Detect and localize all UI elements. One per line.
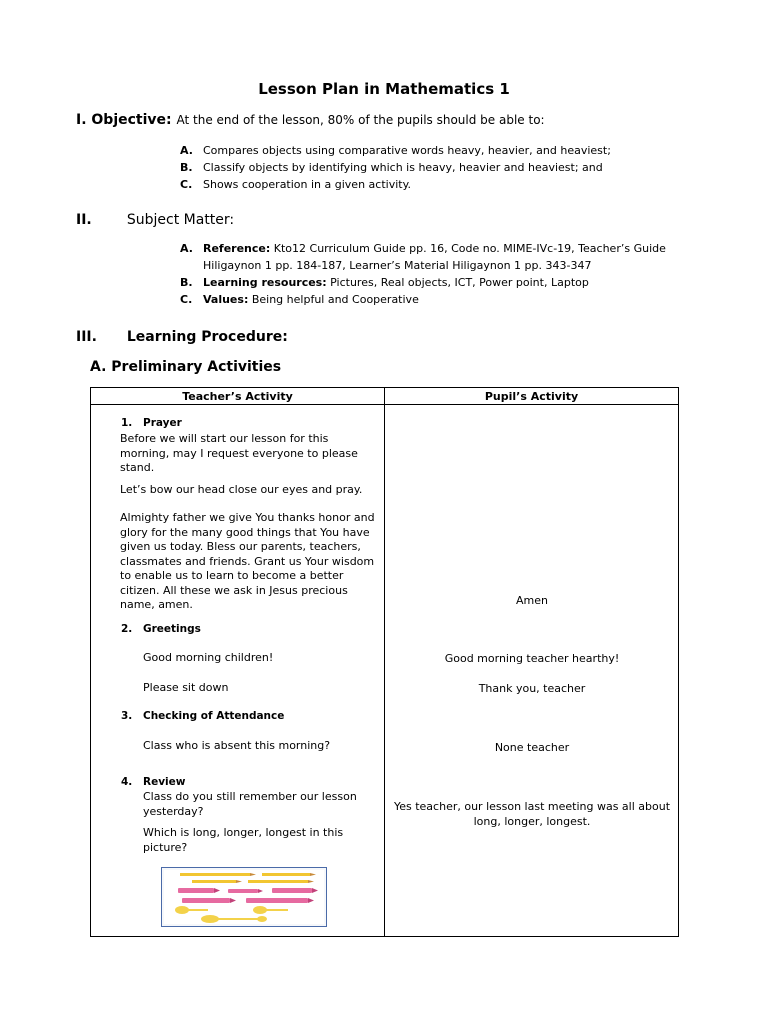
review-teacher-2: Which is long, longer, longest in this picture? — [143, 826, 344, 854]
page-title: Lesson Plan in Mathematics 1 — [258, 80, 510, 98]
table-header-row — [91, 388, 679, 405]
subject-matter-heading — [76, 212, 234, 228]
activity-table — [90, 387, 679, 937]
learning-procedure-roman: III. — [76, 329, 97, 345]
pupil-activity-cell — [385, 405, 679, 937]
learning-procedure-label: Learning Procedure: — [126, 329, 288, 345]
objective-list — [180, 142, 683, 193]
objective-roman: I. — [76, 112, 87, 128]
subject-matter-label: Subject Matter: — [126, 212, 235, 228]
pencil-icon — [192, 880, 314, 883]
greeting-teacher-1: Good morning children! — [143, 651, 274, 664]
subject-matter-roman: II. — [76, 212, 92, 228]
learning-procedure-heading — [76, 329, 288, 345]
teacher-activity-cell — [91, 405, 385, 937]
pencil-icon — [180, 873, 316, 876]
attendance-teacher: Class who is absent this morning? — [143, 739, 331, 752]
step-attendance: 3. Checking of Attendance — [121, 710, 285, 722]
list-item: C. Shows cooperation in a given activity. — [180, 178, 412, 191]
objective-intro: At the end of the lesson, 80% of the pupils should be able to: — [176, 113, 545, 127]
prayer-paragraph-2: Let’s bow our head close our eyes and pray. — [120, 483, 363, 496]
pupil-greeting-1: Good morning teacher hearthy! — [444, 652, 620, 665]
preliminary-activities-heading: A. Preliminary Activities — [90, 359, 282, 375]
list-item: B. Learning resources: Pictures, Real objects, ICT, Power point, Laptop — [180, 276, 589, 289]
step-greetings: 2. Greetings — [121, 623, 201, 635]
table-row — [91, 405, 679, 937]
list-item: C. Values: Being helpful and Cooperative — [180, 293, 419, 306]
subject-matter-list — [180, 240, 683, 308]
pencils-crayons-keys-illustration — [162, 868, 326, 926]
pupil-attendance: None teacher — [494, 741, 570, 754]
teacher-activity-header: Teacher’s Activity — [91, 388, 385, 405]
list-item: A. Reference: Kto12 Curriculum Guide pp. 16, Code no. MIME-IVc-19, Teacher’s Guide Hiligaynon 1 pp. 184-187, Learner’s Material Hiligaynon 1 pp. 343-347 — [180, 242, 666, 272]
list-item: A. Compares objects using comparative words heavy, heavier, and heaviest; — [180, 144, 611, 157]
pupil-amen: Amen — [516, 594, 548, 607]
objective-heading — [76, 112, 545, 128]
list-item: B. Classify objects by identifying which is heavy, heavier and heaviest; and — [180, 161, 603, 174]
step-prayer: 1. Prayer — [121, 417, 182, 429]
prayer-paragraph-1: Before we will start our lesson for this morning, may I request everyone to please stand. — [120, 432, 358, 474]
crayon-icon — [182, 898, 314, 903]
step-review: 4. Review — [121, 776, 186, 788]
objective-label: Objective: — [91, 112, 172, 128]
pupil-activity-header: Pupil’s Activity — [385, 388, 679, 405]
review-picture — [161, 867, 327, 927]
pupil-review: Yes teacher, our lesson last meeting was all about long, longer, longest. — [393, 800, 671, 828]
greeting-teacher-2: Please sit down — [143, 681, 229, 694]
prayer-paragraph-3: Almighty father we give You thanks honor and glory for the many good things that You have given us today. Bless our parents, teachers, classmates and friends. Grant us Your wisdom to enable us to learn to become a better citizen. All these we ask in Jesus precious name, amen. — [120, 511, 375, 611]
pupil-greeting-2: Thank you, teacher — [478, 682, 586, 695]
review-teacher-1: Class do you still remember our lesson yesterday? — [143, 790, 357, 818]
